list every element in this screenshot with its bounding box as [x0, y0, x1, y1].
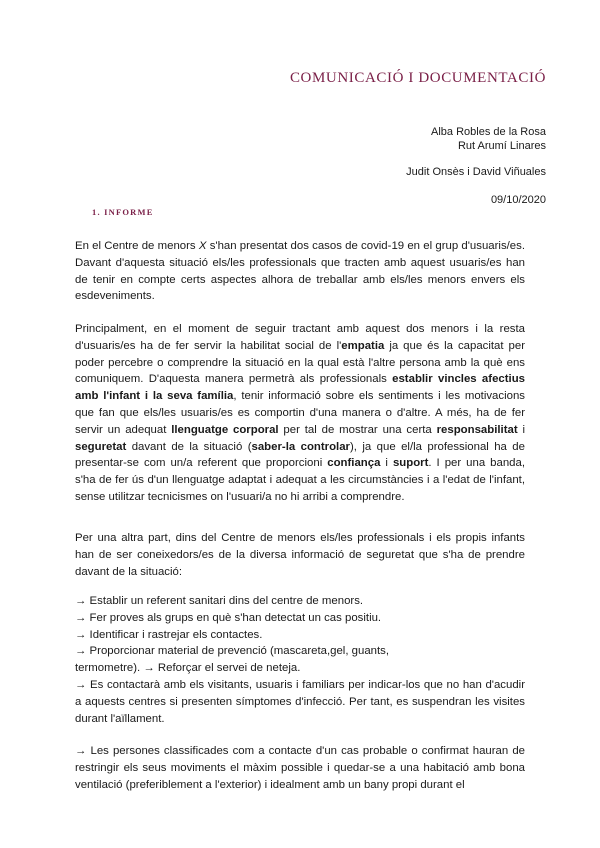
paragraph-seguretat: Per una altra part, dins del Centre de menors els/les professionals i els propis infants han de ser coneixedors/es de la diversa informació de seguretat que s'ha de prendre davant de la situació: — [75, 532, 525, 578]
keyword-seguretat: seguretat — [75, 440, 127, 453]
list-item: → Proporcionar material de prevenció (mascareta,gel, guants, — [75, 645, 390, 658]
list-item: → Fer proves als grups en què s'han detectat un cas positiu. — [75, 611, 382, 624]
author-3: Judit Onsès i David Viñuales — [406, 166, 546, 178]
paragraph-visits: → Es contactarà amb els visitants, usuaris i familiars per indicar-los que no han d'acudir a aquests centres si presenten símptomes d'infecció. Per tant, es suspendran les visites durant l'aïllament. — [75, 679, 525, 725]
section-title: 1. INFORME — [92, 207, 154, 217]
keyword-empatia: empatia — [341, 339, 385, 352]
author-2: Rut Arumí Linares — [457, 140, 546, 152]
paragraph-intro: En el Centre de menors X s'han presentat dos casos de covid-19 en el grup d'usuaris/es. Davant d'aquesta situació els/les professionals que tracten amb aquest usuaris/es han de tenir en compte certs aspectes alhora de treballar amb els/les menors envers els esdeveniments. — [75, 240, 525, 303]
center-name: X — [198, 240, 207, 252]
paragraph-contacts: → Les persones classificades com a contacte d'un cas probable o confirmat hauran de restringir els seus moviments el màxim possible i quedar-se a una habitació amb bona ventilació (preferiblement a l'exterior) i idealment amb un bany propi durant el — [75, 745, 525, 791]
paragraph-principal: Principalment, en el moment de seguir tractant amb aquest dos menors i la resta d'usuaris/es ha de fer servir la habilitat social de l'empatia ja que és la capacitat per poder percebre o comprendre la situació en la qual està l'altre persona amb la què ens comuniquem. D'aquesta manera permetrà als professionals establir vincles afectius amb l'infant i la seva família, tenir informació sobre els sentiments i les motivacions que fan que els/les usuaris/es es comportin d'una manera o d'altre. A més, ha de fer servir un adequat llenguatge corporal per tal de mostrar una certa responsabilitat i seguretat davant de la situació (saber-la controlar), ja que el/la professional ha de presentar-se com un/a referent que proporcioni confiança i suport. I per una banda, s'ha de fer ús d'un llenguatge adaptat i adequat a les circumstàncies i a l'edat de l'infant, sense utilitzar tecnicismes on l'usuari/a no hi arribi a comprendre. — [75, 323, 525, 503]
document-title: COMUNICACIÓ I DOCUMENTACIÓ — [289, 70, 546, 86]
list-item: termometre). → Reforçar el servei de neteja. — [75, 662, 301, 675]
keyword-confianca: confiança — [327, 457, 381, 470]
document-date: 09/10/2020 — [490, 194, 546, 206]
list-item: → Establir un referent sanitari dins del centre de menors. — [75, 595, 364, 607]
list-item: → Identificar i rastrejar els contactes. — [75, 628, 263, 641]
keyword-vincles: establir vincles afectius amb l'infant i la seva família — [75, 373, 525, 403]
keyword-responsabilitat: responsabilitat — [436, 423, 518, 436]
measures-list — [75, 593, 525, 677]
keyword-controlar: saber-la controlar — [251, 440, 350, 453]
keyword-llenguatge: llenguatge corporal — [171, 423, 279, 436]
author-1: Alba Robles de la Rosa — [431, 126, 546, 138]
keyword-suport: suport — [392, 457, 429, 470]
